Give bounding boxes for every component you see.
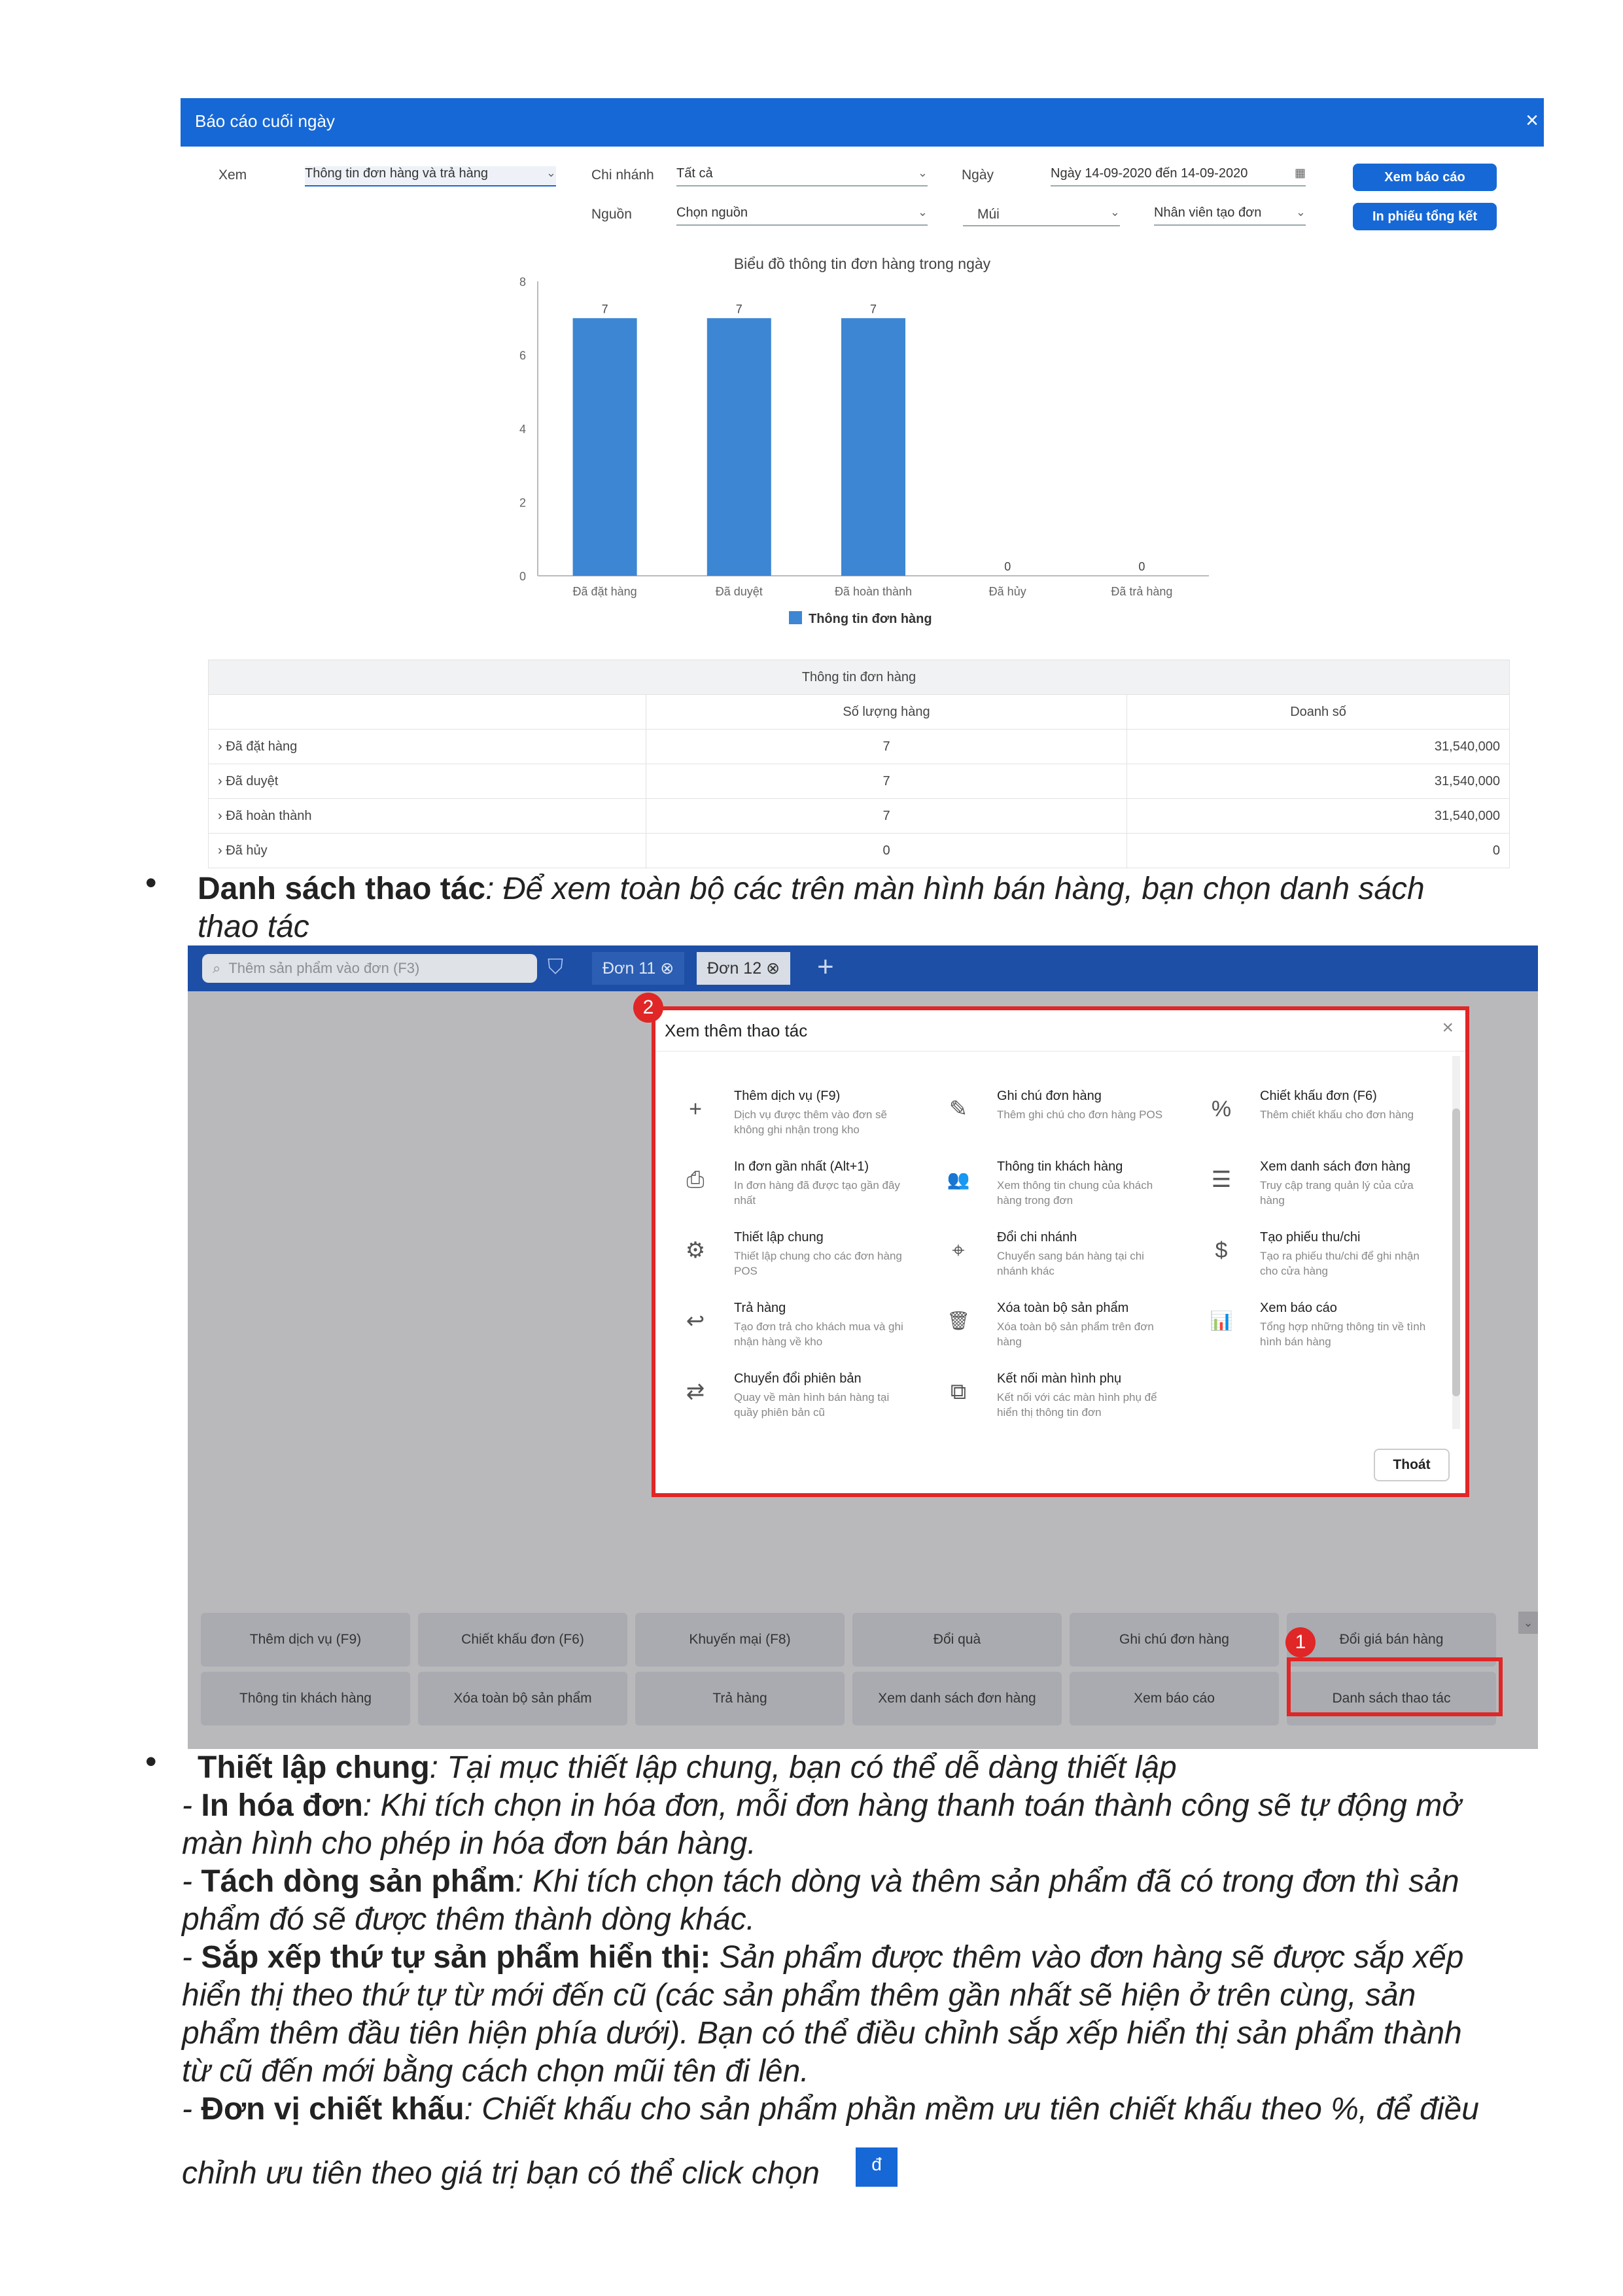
row-label-cell: [209, 834, 646, 868]
operation-desc: Truy cập trang quản lý của cửa hàng: [1260, 1179, 1414, 1207]
paragraph-term: Tách dòng sản phẩm: [201, 1864, 515, 1899]
bar: [841, 318, 905, 576]
data-label: 7: [869, 302, 877, 316]
table-row[interactable]: [209, 730, 1510, 764]
operation-title: Chuyển đổi phiên bản: [734, 1371, 862, 1386]
swap-icon: ⇄: [686, 1379, 705, 1404]
qty-cell: 7: [646, 764, 1127, 799]
more-operations-dialog: [652, 1006, 1469, 1497]
operation-desc: Tạo đơn trả cho khách mua và ghi nhận hàng về kho: [734, 1320, 903, 1348]
order-list-button[interactable]: Xem danh sách đơn hàng: [852, 1672, 1062, 1725]
tab-label: Đơn 12: [707, 959, 762, 978]
date-label: Ngày: [962, 168, 994, 183]
qty-cell: 7: [646, 730, 1127, 764]
operation-title: In đơn gần nhất (Alt+1): [734, 1159, 869, 1174]
bullet-bold-term: Thiết lập chung: [198, 1750, 430, 1785]
view-select-value: Thông tin đơn hàng và trả hàng: [305, 166, 488, 181]
chevron-down-icon: ⌄: [1109, 205, 1120, 219]
row-label: Đã hoàn thành: [226, 808, 312, 823]
expand-chevron-icon[interactable]: ›: [218, 808, 226, 823]
column-header-revenue: Doanh số: [1127, 695, 1510, 730]
tab-order-12[interactable]: [697, 952, 790, 985]
bullet-operations-list: [198, 870, 1558, 946]
tab-label: Đơn 11: [602, 959, 656, 978]
operation-title: Xem báo cáo: [1260, 1301, 1337, 1315]
discount-unit-icon[interactable]: đ: [856, 2147, 898, 2187]
table-corner-cell: [209, 695, 646, 730]
chevron-down-icon: ⌄: [917, 166, 928, 179]
bar: [707, 318, 771, 576]
clear-products-button[interactable]: Xóa toàn bộ sản phẩm: [418, 1672, 627, 1725]
qty-cell: 7: [646, 799, 1127, 834]
view-report-button[interactable]: Xem báo cáo: [1353, 164, 1497, 191]
operation-title: Tạo phiếu thu/chi: [1260, 1230, 1361, 1245]
end-of-day-report-window: [181, 98, 1544, 864]
branch-select-value: Tất cả: [676, 166, 713, 181]
report-title-bar: [181, 98, 1544, 147]
customer-info-button[interactable]: Thông tin khách hàng: [201, 1672, 410, 1725]
chart-title: Biểu đồ thông tin đơn hàng trong ngày: [733, 255, 991, 272]
operation-desc: Dịch vụ được thêm vào đơn sẽ không ghi nhận trong kho: [734, 1108, 887, 1136]
paragraph-text-cont: màn hình cho phép in hóa đơn bán hàng.: [182, 1826, 756, 1861]
view-report-button[interactable]: Xem báo cáo: [1070, 1672, 1279, 1725]
timezone-select[interactable]: [963, 205, 1120, 226]
source-select-value: Chọn nguồn: [676, 205, 748, 220]
row-label: Đã đặt hàng: [226, 739, 298, 754]
column-header-qty: Số lượng hàng: [646, 695, 1127, 730]
source-select[interactable]: [676, 205, 928, 226]
printer-icon: ⎙: [686, 1167, 705, 1192]
paragraph-text: : Khi tích chọn tách dòng và thêm sản phẩm đã có trong đơn thì sản: [515, 1864, 1459, 1899]
highlight-frame: [1287, 1657, 1503, 1716]
location-pin-icon: ⌖: [952, 1238, 965, 1263]
print-summary-button[interactable]: In phiếu tổng kết: [1353, 203, 1497, 230]
gift-exchange-button[interactable]: Đổi quà: [852, 1613, 1062, 1667]
timezone-label: Múi: [977, 207, 1000, 222]
return-goods-button[interactable]: Trả hàng: [635, 1672, 845, 1725]
date-range-field[interactable]: [1051, 166, 1306, 186]
paragraph-term: In hóa đơn: [201, 1788, 363, 1823]
paragraph-text-cont: hiển thị theo thứ tự từ mới đến cũ (các sản phẩm thêm gần nhất sẽ hiện ở trên cùng, sản: [182, 1978, 1416, 2013]
operation-desc: In đơn hàng đã được tạo gần đây nhất: [734, 1179, 900, 1207]
row-label-cell: [209, 730, 646, 764]
bullet-dot: •: [145, 1743, 157, 1780]
bullet-general-settings: [198, 1749, 1571, 1787]
return-arrow-icon: ↩: [686, 1309, 705, 1333]
staff-select-value: Nhân viên tạo đơn: [1154, 205, 1262, 220]
page-scroll-button[interactable]: ⌄: [1518, 1612, 1538, 1634]
bullet-text: : Tại mục thiết lập chung, bạn có thể dễ dàng thiết lập: [429, 1750, 1177, 1785]
pos-screen: [188, 945, 1538, 1749]
dialog-scrollbar[interactable]: [1452, 1056, 1460, 1429]
order-note-button[interactable]: Ghi chú đơn hàng: [1070, 1613, 1279, 1667]
table-row[interactable]: [209, 834, 1510, 868]
paragraph-text: Sản phẩm được thêm vào đơn hàng sẽ được sắp xếp: [710, 1940, 1464, 1975]
legend-swatch: [789, 611, 802, 624]
legend-label: Thông tin đơn hàng: [809, 612, 932, 626]
operation-desc: Thiết lập chung cho các đơn hàng POS: [734, 1250, 902, 1277]
paragraph-text: : Chiết khấu cho sản phẩm phần mềm ưu tiên chiết khấu theo %, để điều: [464, 2092, 1479, 2127]
operation-title: Đổi chi nhánh: [997, 1230, 1077, 1245]
step-badge-1: 1: [1285, 1627, 1316, 1657]
users-icon: 👥: [947, 1169, 970, 1190]
source-label: Nguồn: [591, 207, 632, 222]
operation-title: Xóa toàn bộ sản phẩm: [997, 1301, 1129, 1315]
change-price-button[interactable]: Đổi giá bán hàng: [1287, 1613, 1496, 1667]
row-label-cell: [209, 799, 646, 834]
revenue-cell: 31,540,000: [1127, 799, 1510, 834]
filter-icon[interactable]: ⛉: [548, 955, 564, 978]
table-row[interactable]: [209, 764, 1510, 799]
settings-paragraphs: [182, 1787, 1575, 2128]
bullet-bold-term: Danh sách thao tác: [198, 872, 486, 906]
chevron-down-icon: ⌄: [1295, 205, 1306, 219]
x-tick-label: Đã duyệt: [715, 585, 763, 598]
operation-desc: Chuyển sang bán hàng tại chi nhánh khác: [997, 1250, 1144, 1277]
tab-order-11[interactable]: [592, 952, 684, 985]
exit-button[interactable]: Thoát: [1374, 1449, 1450, 1481]
operation-title: Thêm dịch vụ (F9): [734, 1089, 841, 1103]
data-label: 7: [601, 302, 608, 316]
expand-chevron-icon[interactable]: ›: [218, 843, 226, 858]
x-tick-label: Đã hủy: [988, 585, 1026, 598]
paragraph-term: Đơn vị chiết khấu: [201, 2092, 464, 2127]
row-label: Đã duyệt: [226, 773, 279, 788]
y-tick-label: 0: [519, 570, 526, 583]
data-label: 0: [1138, 560, 1145, 573]
second-screen-icon: ⧉: [950, 1379, 967, 1404]
settings-icon: ⚙: [685, 1238, 706, 1263]
operation-desc: Thêm chiết khấu cho đơn hàng: [1260, 1108, 1414, 1121]
order-info-table: [208, 660, 1510, 868]
chevron-down-icon: ⌄: [546, 166, 556, 179]
bullet-text: : Để xem toàn bộ các trên màn hình bán hàng, bạn chọn danh sách: [485, 872, 1425, 906]
date-range-value: Ngày 14-09-2020 đến 14-09-2020: [1051, 166, 1248, 181]
close-icon[interactable]: ×: [1526, 108, 1539, 133]
report-chart-icon: 📊: [1210, 1311, 1233, 1331]
step-badge-2: 2: [633, 993, 663, 1023]
operation-title: Thiết lập chung: [734, 1230, 824, 1245]
bullet-dot: •: [145, 864, 157, 901]
paragraph-term: Sắp xếp thứ tự sản phẩm hiển thị:: [201, 1940, 711, 1975]
paragraph-split-lines: - Tách dòng sản phẩm: Khi tích chọn tách dòng và thêm sản phẩm đã có trong đơn thì sản phẩm đó sẽ được thêm thành dòng khác.: [182, 1864, 1459, 1937]
paragraph-text-cont: phẩm thêm đầu tiên hiện phía dưới). Bạn có thể điều chỉnh sắp xếp hiển thị sản phẩm thành: [182, 2016, 1462, 2051]
y-tick-label: 4: [519, 423, 526, 436]
data-label: 0: [1004, 560, 1011, 573]
branch-label: Chi nhánh: [591, 168, 654, 183]
paragraph-text: : Khi tích chọn in hóa đơn, mỗi đơn hàng thanh toán thành công sẽ tự động mở: [362, 1788, 1461, 1823]
discount-icon: %: [1211, 1097, 1232, 1122]
paragraph-sort-order: - Sắp xếp thứ tự sản phẩm hiển thị: Sản phẩm được thêm vào đơn hàng sẽ được sắp xếp hiển thị theo thứ tự từ mới đến cũ (các sản phẩm thêm gần nhất sẽ hiện ở trên cùng, sản phẩm thêm đầu tiên hiện phía dưới). Bạn có thể điều chỉnh sắp xếp hiển thị sản phẩm thành từ cũ đến mới bằng cách chọn mũi tên đi lên.: [182, 1940, 1464, 2089]
trash-icon: 🗑: [947, 1311, 970, 1331]
order-discount-button[interactable]: Chiết khấu đơn (F6): [418, 1613, 627, 1667]
view-select[interactable]: [305, 166, 556, 186]
add-tab-icon[interactable]: +: [817, 951, 834, 983]
operation-title: Chiết khấu đơn (F6): [1260, 1089, 1377, 1103]
operation-desc: Xem thông tin chung của khách hàng trong đơn: [997, 1179, 1153, 1207]
operation-title: Trả hàng: [734, 1301, 786, 1315]
bullet-text-cont: thao tác: [198, 910, 309, 944]
operation-title: Xem danh sách đơn hàng: [1260, 1159, 1410, 1174]
operation-title: Kết nối màn hình phụ: [997, 1371, 1122, 1386]
close-icon[interactable]: ×: [1442, 1017, 1454, 1038]
data-label: 7: [735, 302, 742, 316]
chevron-down-icon: ⌄: [917, 205, 928, 219]
search-icon: ⌕: [213, 960, 221, 976]
search-placeholder: Thêm sản phẩm vào đơn (F3): [228, 960, 420, 976]
operation-desc: Kết nối với các màn hình phụ để hiển thị thông tin đơn: [997, 1391, 1157, 1419]
order-list-icon: ☰: [1211, 1167, 1232, 1192]
operations-list-button[interactable]: Danh sách thao tác: [1287, 1672, 1496, 1725]
view-label: Xem: [218, 168, 247, 183]
operation-title: Thông tin khách hàng: [997, 1159, 1123, 1174]
row-label-cell: [209, 764, 646, 799]
operation-title: Ghi chú đơn hàng: [997, 1089, 1102, 1103]
paragraph-print-invoice: - In hóa đơn: Khi tích chọn in hóa đơn, mỗi đơn hàng thanh toán thành công sẽ tự động mở màn hình cho phép in hóa đơn bán hàng.: [182, 1788, 1461, 1861]
operation-desc: Thêm ghi chú cho đơn hàng POS: [997, 1108, 1163, 1121]
paragraph-discount-unit-cont: chỉnh ưu tiên theo giá trị bạn có thể click chọn: [182, 2156, 820, 2191]
y-tick-label: 2: [519, 496, 526, 510]
plus-icon: +: [689, 1097, 702, 1122]
close-circle-icon[interactable]: ⊗: [660, 959, 674, 978]
paragraph-text-cont: phẩm đó sẽ được thêm thành dòng khác.: [182, 1902, 755, 1937]
calendar-icon[interactable]: ▦: [1294, 166, 1306, 179]
branch-select[interactable]: [676, 166, 928, 186]
note-icon: ✎: [949, 1097, 968, 1122]
table-row[interactable]: [209, 799, 1510, 834]
paragraph-text-cont: từ cũ đến mới bằng cách chọn mũi tên đi lên.: [182, 2054, 809, 2089]
revenue-cell: 0: [1127, 834, 1510, 868]
qty-cell: 0: [646, 834, 1127, 868]
row-label: Đã hủy: [226, 843, 268, 858]
x-tick-label: Đã đặt hàng: [572, 585, 637, 598]
report-title: Báo cáo cuối ngày: [195, 111, 335, 131]
promotion-button[interactable]: Khuyến mại (F8): [635, 1613, 845, 1667]
cash-voucher-icon: $: [1215, 1238, 1228, 1263]
revenue-cell: 31,540,000: [1127, 730, 1510, 764]
product-search-input[interactable]: [202, 954, 537, 983]
operation-desc: Quay về màn hình bán hàng tại quầy phiên bản cũ: [734, 1391, 890, 1419]
x-tick-label: Đã trả hàng: [1111, 585, 1173, 598]
expand-chevron-icon[interactable]: ›: [218, 739, 226, 754]
x-tick-label: Đã hoàn thành: [834, 585, 913, 598]
paragraph-discount-unit: - Đơn vị chiết khấu: Chiết khấu cho sản phẩm phần mềm ưu tiên chiết khấu theo %, để điều: [182, 2092, 1479, 2127]
revenue-cell: 31,540,000: [1127, 764, 1510, 799]
order-bar-chart: [181, 275, 1544, 661]
operation-desc: Tổng hợp những thông tin về tình hình bán hàng: [1260, 1320, 1426, 1348]
dialog-title: Xem thêm thao tác: [665, 1021, 808, 1040]
pos-top-bar: [188, 945, 1538, 991]
expand-chevron-icon[interactable]: ›: [218, 773, 226, 788]
y-tick-label: 8: [519, 275, 526, 289]
table-group-header: Thông tin đơn hàng: [209, 660, 1510, 695]
operation-desc: Xóa toàn bộ sản phẩm trên đơn hàng: [997, 1320, 1154, 1348]
staff-select[interactable]: [1154, 205, 1306, 226]
bar: [573, 318, 637, 576]
operation-desc: Tạo ra phiếu thu/chi để ghi nhận cho cửa hàng: [1260, 1250, 1420, 1277]
scrollbar-thumb[interactable]: [1452, 1108, 1460, 1396]
y-tick-label: 6: [519, 349, 526, 362]
add-service-button[interactable]: Thêm dịch vụ (F9): [201, 1613, 410, 1667]
close-circle-icon[interactable]: ⊗: [766, 959, 780, 978]
